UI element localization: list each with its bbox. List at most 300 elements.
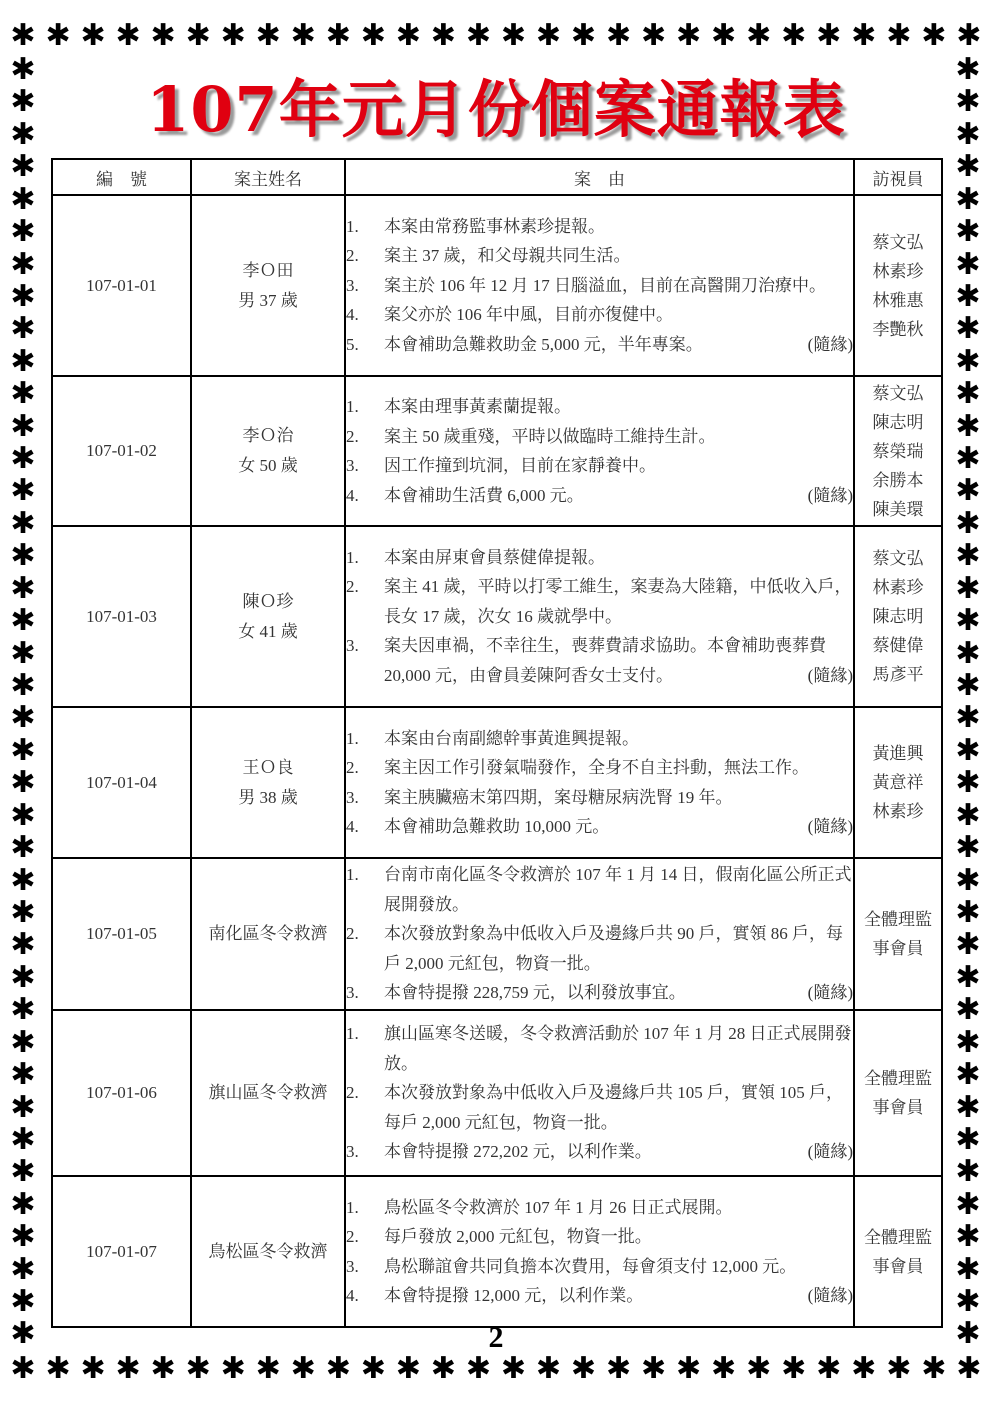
asterisk-icon: ✱ — [570, 1351, 597, 1386]
reason-item — [346, 978, 853, 1008]
asterisk-icon: ✱ — [10, 959, 36, 995]
asterisk-icon: ✱ — [10, 1351, 36, 1386]
asterisk-icon: ✱ — [921, 1351, 947, 1386]
asterisk-icon: ✱ — [955, 1154, 981, 1190]
asterisk-icon: ✱ — [80, 1351, 106, 1386]
asterisk-icon: ✱ — [150, 18, 176, 53]
case-name — [191, 707, 345, 858]
case-name-line: 旗山區冬令救濟 — [208, 1083, 328, 1102]
case-name — [191, 526, 345, 707]
reason-item-text: 鳥松區冬令救濟於 107 年 1 月 26 日正式展開。 — [384, 1197, 733, 1217]
reason-item-number: 1. — [346, 1197, 359, 1217]
asterisk-icon: ✱ — [955, 700, 981, 736]
reason-item — [346, 631, 853, 690]
reason-item-text: 案主 37 歲，和父母親共同生活。 — [384, 246, 631, 266]
suiyuan-note: (隨緣) — [807, 1286, 853, 1305]
suiyuan-note: (隨緣) — [807, 817, 853, 836]
reason-item-text: 本會特提撥 272,202 元，以利作業。 — [384, 1142, 652, 1162]
reason-item-number: 1. — [346, 728, 359, 748]
asterisk-icon: ✱ — [955, 1024, 981, 1060]
asterisk-icon: ✱ — [290, 18, 316, 53]
asterisk-icon: ✱ — [10, 246, 36, 282]
case-reason — [345, 526, 854, 707]
table-row — [52, 376, 942, 526]
reason-item-number: 4. — [346, 1286, 359, 1305]
asterisk-icon: ✱ — [955, 246, 981, 282]
asterisk-icon: ✱ — [955, 635, 981, 671]
asterisk-icon: ✱ — [570, 18, 597, 53]
reason-item-number: 4. — [346, 817, 359, 836]
asterisk-icon: ✱ — [955, 1057, 981, 1093]
asterisk-icon: ✱ — [45, 18, 71, 53]
asterisk-icon: ✱ — [605, 1351, 632, 1386]
asterisk-icon: ✱ — [10, 505, 36, 541]
asterisk-icon: ✱ — [185, 1351, 211, 1386]
asterisk-icon: ✱ — [886, 18, 912, 53]
asterisk-icon: ✱ — [10, 473, 36, 509]
asterisk-icon: ✱ — [10, 278, 36, 314]
suiyuan-note: (隨緣) — [807, 1142, 853, 1162]
page-title: 107年元月份個案通報表 — [146, 73, 846, 146]
case-reason — [345, 1010, 854, 1176]
asterisk-icon: ✱ — [955, 311, 981, 347]
asterisk-icon: ✱ — [955, 408, 981, 444]
asterisk-icon: ✱ — [10, 797, 36, 833]
visitors — [854, 526, 942, 707]
asterisk-icon: ✱ — [10, 894, 36, 930]
case-gender-age: 男 37 歲 — [238, 290, 298, 310]
case-gender-age: 女 50 歲 — [238, 456, 298, 475]
asterisk-icon: ✱ — [430, 1351, 456, 1386]
visitor-name: 事會員 — [872, 939, 924, 958]
case-reason — [345, 707, 854, 858]
asterisk-icon: ✱ — [10, 1154, 36, 1190]
case-name — [191, 858, 345, 1010]
visitor-name: 事會員 — [872, 1098, 924, 1117]
asterisk-icon: ✱ — [115, 1351, 141, 1386]
table-header-row — [52, 159, 942, 195]
border-left — [8, 52, 38, 1352]
case-id: 107-01-03 — [52, 526, 191, 707]
reason-list — [346, 1019, 853, 1167]
visitor-name: 余勝本 — [872, 470, 924, 490]
case-id: 107-01-04 — [52, 707, 191, 858]
asterisk-icon: ✱ — [395, 1351, 421, 1386]
asterisk-icon: ✱ — [640, 18, 667, 53]
asterisk-icon: ✱ — [465, 1351, 491, 1386]
suiyuan-note: (隨緣) — [807, 983, 853, 1003]
reason-item-number: 1. — [346, 1024, 359, 1044]
reason-list — [346, 860, 853, 1008]
reason-item-text: 本會補助生活費 6,000 元。 — [384, 485, 584, 505]
visitor-name: 黃進興 — [872, 744, 924, 763]
asterisk-icon: ✱ — [955, 765, 981, 801]
reason-item — [346, 451, 853, 481]
asterisk-icon: ✱ — [955, 1251, 981, 1287]
asterisk-icon: ✱ — [816, 1351, 842, 1386]
asterisk-icon: ✱ — [955, 84, 981, 120]
asterisk-icon: ✱ — [325, 1351, 351, 1386]
case-gender-age: 女 41 歲 — [238, 621, 298, 641]
case-id: 107-01-05 — [52, 858, 191, 1010]
reason-item-number: 3. — [346, 636, 359, 656]
reason-item-number: 3. — [346, 983, 359, 1003]
asterisk-icon: ✱ — [10, 343, 36, 379]
asterisk-icon: ✱ — [955, 181, 981, 217]
reason-item-number: 1. — [346, 216, 359, 236]
case-name-line: 李Ｏ田 — [242, 260, 294, 280]
case-name — [191, 376, 345, 526]
reason-item-text: 案主因工作引發氣喘發作，全身不自主抖動，無法工作。 — [384, 758, 809, 777]
asterisk-icon: ✱ — [955, 992, 981, 1028]
asterisk-icon: ✱ — [10, 1057, 36, 1093]
header-reason: 案 由 — [345, 159, 854, 195]
reason-item-text: 鳥松聯誼會共同負擔本次費用，每會須支付 12,000 元。 — [384, 1256, 797, 1276]
case-name-line: 鳥松區冬令救濟 — [208, 1241, 328, 1261]
table-row — [52, 526, 942, 707]
reason-item — [346, 1019, 853, 1078]
asterisk-icon: ✱ — [955, 894, 981, 930]
reason-item — [346, 1078, 853, 1137]
case-reason — [345, 1176, 854, 1327]
reason-item-number: 2. — [346, 924, 359, 944]
reason-item — [346, 271, 853, 301]
reason-item-text: 台南市南化區冬令救濟於 107 年 1 月 14 日，假南化區公所正式展開發放。 — [384, 865, 852, 914]
asterisk-icon: ✱ — [10, 538, 36, 574]
reason-item-number: 2. — [346, 246, 359, 266]
visitor-name: 蔡榮瑞 — [872, 441, 924, 461]
case-gender-age: 男 38 歲 — [238, 787, 298, 807]
table-row — [52, 1010, 942, 1176]
reason-item — [346, 860, 853, 919]
case-id: 107-01-01 — [52, 195, 191, 376]
asterisk-icon: ✱ — [955, 214, 981, 250]
asterisk-icon: ✱ — [10, 570, 36, 606]
reason-list — [346, 212, 853, 360]
asterisk-icon: ✱ — [500, 18, 526, 53]
asterisk-icon: ✱ — [10, 927, 36, 963]
asterisk-icon: ✱ — [10, 408, 36, 444]
table-row — [52, 707, 942, 858]
case-name — [191, 1176, 345, 1327]
asterisk-icon: ✱ — [955, 959, 981, 995]
reason-item — [346, 783, 853, 813]
asterisk-icon: ✱ — [255, 1351, 281, 1386]
reason-item-text: 因工作撞到坑洞，目前在家靜養中。 — [384, 456, 656, 475]
asterisk-icon: ✱ — [955, 505, 981, 541]
asterisk-icon: ✱ — [955, 343, 981, 379]
reason-item-number: 3. — [346, 1142, 359, 1162]
asterisk-icon: ✱ — [676, 1351, 702, 1386]
asterisk-icon: ✱ — [955, 1316, 981, 1352]
asterisk-icon: ✱ — [956, 18, 982, 53]
reason-item — [346, 812, 853, 842]
reason-item-text: 案主於 106 年 12 月 17 日腦溢血，目前在高醫開刀治療中。 — [384, 275, 826, 295]
asterisk-icon: ✱ — [10, 1316, 36, 1352]
visitor-name: 全體理監 — [864, 1069, 932, 1088]
asterisk-icon: ✱ — [955, 862, 981, 898]
asterisk-icon: ✱ — [10, 214, 36, 250]
visitor-name: 蔡文弘 — [872, 549, 924, 568]
reason-item-number: 2. — [346, 758, 359, 777]
case-id: 107-01-06 — [52, 1010, 191, 1176]
reason-item-text: 案父亦於 106 年中風，目前亦復健中。 — [384, 305, 673, 325]
visitors — [854, 195, 942, 376]
reason-item — [346, 392, 853, 422]
reason-item-number: 1. — [346, 865, 359, 885]
asterisk-icon: ✱ — [955, 278, 981, 314]
visitor-name: 李艷秋 — [872, 319, 924, 339]
asterisk-icon: ✱ — [711, 1351, 737, 1386]
asterisk-icon: ✱ — [851, 1351, 877, 1386]
asterisk-icon: ✱ — [711, 18, 737, 53]
asterisk-icon: ✱ — [955, 830, 981, 866]
asterisk-icon: ✱ — [781, 1351, 807, 1386]
case-id: 107-01-02 — [52, 376, 191, 526]
asterisk-icon: ✱ — [360, 18, 386, 53]
reason-item-number: 3. — [346, 275, 359, 295]
reason-item-text: 本會特提撥 12,000 元，以利作業。 — [384, 1286, 644, 1305]
header-visitors: 訪視員 — [854, 159, 942, 195]
asterisk-icon: ✱ — [955, 732, 981, 768]
reason-item-text: 本案由常務監事林素珍提報。 — [384, 216, 605, 236]
reason-item-text: 本案由台南副總幹事黃進興提報。 — [384, 728, 639, 748]
case-name-line: 李Ｏ治 — [242, 426, 294, 445]
asterisk-icon: ✱ — [395, 18, 421, 53]
asterisk-icon: ✱ — [640, 1351, 667, 1386]
asterisk-icon: ✱ — [325, 18, 351, 53]
case-name-line: 王Ｏ良 — [242, 757, 294, 777]
asterisk-icon: ✱ — [220, 18, 246, 53]
asterisk-icon: ✱ — [955, 1186, 981, 1222]
visitor-name: 陳美環 — [872, 499, 924, 519]
reason-item-number: 4. — [346, 485, 359, 505]
reason-item — [346, 1222, 853, 1252]
asterisk-icon: ✱ — [10, 1251, 36, 1287]
asterisk-icon: ✱ — [255, 18, 281, 53]
visitor-name: 林素珍 — [872, 802, 924, 821]
asterisk-icon: ✱ — [955, 927, 981, 963]
case-name — [191, 1010, 345, 1176]
asterisk-icon: ✱ — [10, 1121, 36, 1157]
asterisk-icon: ✱ — [746, 18, 772, 53]
reason-item-text: 案夫因車禍，不幸往生，喪葬費請求協助。本會補助喪葬費 20,000 元，由會員姜陳阿香女士支付。 — [384, 636, 826, 685]
reason-item — [346, 241, 853, 271]
asterisk-icon: ✱ — [290, 1351, 316, 1386]
reason-item-number: 1. — [346, 397, 359, 416]
border-bottom — [8, 1351, 984, 1386]
case-name-line: 陳Ｏ珍 — [242, 591, 294, 611]
asterisk-icon: ✱ — [955, 668, 981, 704]
asterisk-icon: ✱ — [955, 149, 981, 185]
asterisk-icon: ✱ — [886, 1351, 912, 1386]
reason-item-number: 1. — [346, 547, 359, 567]
visitors — [854, 376, 942, 526]
reason-item — [346, 300, 853, 330]
case-name-line: 南化區冬令救濟 — [208, 924, 328, 943]
asterisk-icon: ✱ — [10, 1219, 36, 1255]
asterisk-icon: ✱ — [10, 181, 36, 217]
reason-item-text: 本會補助急難救助金 5,000 元，半年專案。 — [384, 334, 703, 354]
visitors — [854, 1176, 942, 1327]
asterisk-icon: ✱ — [10, 1089, 36, 1125]
reason-item — [346, 481, 853, 511]
reason-item — [346, 572, 853, 631]
reason-item-number: 2. — [346, 1083, 359, 1103]
reason-list — [346, 392, 853, 510]
visitor-name: 蔡文弘 — [872, 232, 924, 252]
visitor-name: 全體理監 — [864, 910, 932, 929]
visitor-name: 蔡健偉 — [872, 636, 924, 655]
asterisk-icon: ✱ — [10, 603, 36, 639]
case-id: 107-01-07 — [52, 1176, 191, 1327]
reason-item-number: 4. — [346, 305, 359, 325]
reason-item — [346, 753, 853, 783]
asterisk-icon: ✱ — [746, 1351, 772, 1386]
asterisk-icon: ✱ — [921, 18, 947, 53]
asterisk-icon: ✱ — [955, 441, 981, 477]
visitor-name: 蔡文弘 — [872, 383, 924, 403]
asterisk-icon: ✱ — [10, 149, 36, 185]
asterisk-icon: ✱ — [10, 1024, 36, 1060]
reason-item-text: 案主 41 歲，平時以打零工維生，案妻為大陸籍，中低收入戶，長女 17 歲，次女 16 歲就學中。 — [384, 577, 852, 626]
asterisk-icon: ✱ — [955, 116, 981, 152]
visitor-name: 事會員 — [872, 1256, 924, 1276]
reason-item-number: 3. — [346, 456, 359, 475]
reason-item-text: 案主胰臟癌末第四期，案母糖尿病洗腎 19 年。 — [384, 787, 733, 807]
table-row — [52, 195, 942, 376]
asterisk-icon: ✱ — [955, 1089, 981, 1125]
asterisk-icon: ✱ — [45, 1351, 71, 1386]
reason-item — [346, 212, 853, 242]
asterisk-icon: ✱ — [955, 473, 981, 509]
visitors — [854, 707, 942, 858]
case-name — [191, 195, 345, 376]
reason-item-text: 每戶發放 2,000 元紅包，物資一批。 — [384, 1227, 652, 1246]
reason-item-text: 本會特提撥 228,759 元，以利發放事宜。 — [384, 983, 686, 1003]
case-reason — [345, 858, 854, 1010]
suiyuan-note: (隨緣) — [807, 334, 853, 354]
reason-list — [346, 1193, 853, 1311]
visitor-name: 林素珍 — [872, 578, 924, 597]
asterisk-icon: ✱ — [10, 1284, 36, 1320]
asterisk-icon: ✱ — [955, 1121, 981, 1157]
asterisk-icon: ✱ — [676, 18, 702, 53]
suiyuan-note: (隨緣) — [807, 485, 853, 505]
reason-item-number: 2. — [346, 426, 359, 446]
page-number: 2 — [488, 1321, 504, 1354]
asterisk-icon: ✱ — [430, 18, 456, 53]
case-report-table — [51, 158, 943, 1328]
asterisk-icon: ✱ — [955, 52, 981, 87]
visitors — [854, 858, 942, 1010]
reason-item-text: 旗山區寒冬送暖，冬令救濟活動於 107 年 1 月 28 日正式展開發放。 — [384, 1024, 852, 1073]
asterisk-icon: ✱ — [955, 376, 981, 412]
case-reason — [345, 376, 854, 526]
reason-item — [346, 1137, 853, 1167]
asterisk-icon: ✱ — [955, 797, 981, 833]
border-right — [953, 52, 983, 1352]
reason-item — [346, 724, 853, 754]
asterisk-icon: ✱ — [465, 18, 491, 53]
asterisk-icon: ✱ — [10, 765, 36, 801]
asterisk-icon: ✱ — [80, 18, 106, 53]
table-row — [52, 858, 942, 1010]
suiyuan-note: (隨緣) — [807, 665, 853, 685]
visitor-name: 馬彥平 — [872, 665, 924, 684]
reason-item-text: 本次發放對象為中低收入戶及邊緣戶共 105 戶，實領 105 戶，每戶 2,000 元紅包，物資一批。 — [384, 1083, 843, 1132]
case-reason — [345, 195, 854, 376]
visitor-name: 全體理監 — [864, 1227, 932, 1247]
asterisk-icon: ✱ — [500, 1351, 526, 1386]
asterisk-icon: ✱ — [220, 1351, 246, 1386]
reason-item — [346, 1281, 853, 1311]
asterisk-icon: ✱ — [360, 1351, 386, 1386]
asterisk-icon: ✱ — [605, 18, 632, 53]
reason-item — [346, 543, 853, 573]
asterisk-icon: ✱ — [10, 862, 36, 898]
asterisk-icon: ✱ — [535, 1351, 562, 1386]
asterisk-icon: ✱ — [10, 732, 36, 768]
reason-item-text: 案主 50 歲重殘，平時以做臨時工維持生計。 — [384, 426, 716, 446]
asterisk-icon: ✱ — [955, 1219, 981, 1255]
asterisk-icon: ✱ — [10, 830, 36, 866]
reason-item-text: 本會補助急難救助 10,000 元。 — [384, 817, 610, 836]
reason-item-number: 5. — [346, 334, 359, 354]
reason-item-number: 2. — [346, 577, 359, 597]
reason-list — [346, 724, 853, 842]
visitor-name: 林雅惠 — [872, 290, 924, 310]
asterisk-icon: ✱ — [10, 992, 36, 1028]
border-top — [8, 18, 984, 53]
asterisk-icon: ✱ — [955, 570, 981, 606]
reason-item-text: 本案由屏東會員蔡健偉提報。 — [384, 547, 605, 567]
asterisk-icon: ✱ — [535, 18, 562, 53]
asterisk-icon: ✱ — [955, 538, 981, 574]
reason-item — [346, 1252, 853, 1282]
reason-item — [346, 1193, 853, 1223]
asterisk-icon: ✱ — [851, 18, 877, 53]
asterisk-icon: ✱ — [956, 1351, 982, 1386]
reason-item — [346, 422, 853, 452]
asterisk-icon: ✱ — [10, 635, 36, 671]
visitor-name: 陳志明 — [872, 412, 924, 432]
reason-item — [346, 919, 853, 978]
reason-item-text: 本案由理事黃素蘭提報。 — [384, 397, 571, 416]
asterisk-icon: ✱ — [10, 116, 36, 152]
asterisk-icon: ✱ — [781, 18, 807, 53]
reason-item — [346, 330, 853, 360]
asterisk-icon: ✱ — [10, 376, 36, 412]
reason-list — [346, 543, 853, 691]
asterisk-icon: ✱ — [10, 668, 36, 704]
reason-item-text: 本次發放對象為中低收入戶及邊緣戶共 90 戶，實領 86 戶，每戶 2,000 元紅包，物資一批。 — [384, 924, 843, 973]
asterisk-icon: ✱ — [10, 84, 36, 120]
reason-item-number: 2. — [346, 1227, 359, 1246]
visitor-name: 林素珍 — [872, 261, 924, 281]
asterisk-icon: ✱ — [150, 1351, 176, 1386]
asterisk-icon: ✱ — [10, 311, 36, 347]
asterisk-icon: ✱ — [115, 18, 141, 53]
asterisk-icon: ✱ — [10, 700, 36, 736]
asterisk-icon: ✱ — [10, 18, 36, 53]
visitors — [854, 1010, 942, 1176]
table-row — [52, 1176, 942, 1327]
header-name: 案主姓名 — [191, 159, 345, 195]
asterisk-icon: ✱ — [185, 18, 211, 53]
asterisk-icon: ✱ — [955, 1284, 981, 1320]
header-id: 編 號 — [52, 159, 191, 195]
